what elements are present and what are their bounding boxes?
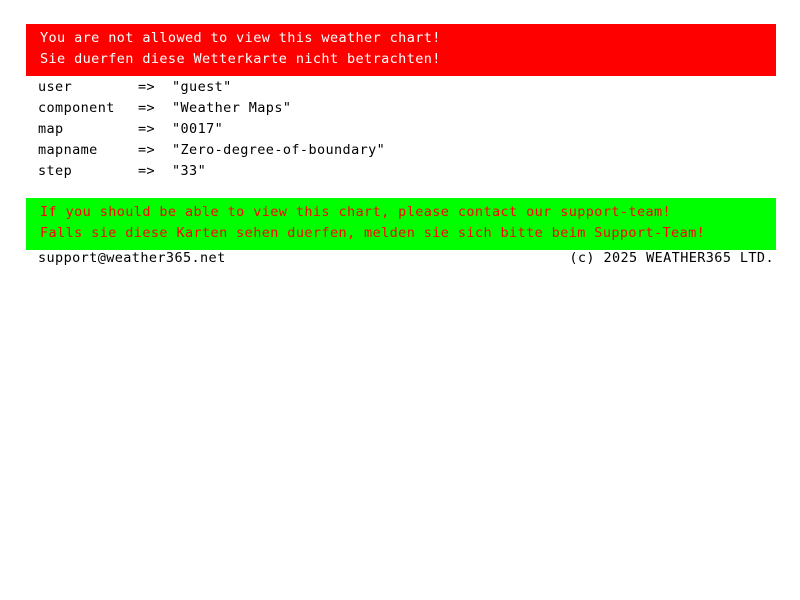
param-arrow-component: =>: [138, 100, 156, 116]
table-row: [38, 164, 385, 185]
param-arrow-mapname: =>: [138, 142, 156, 158]
access-denied-banner: [26, 24, 776, 76]
param-value-component: "Weather Maps": [172, 100, 292, 116]
param-value-step: "33": [172, 163, 207, 179]
table-row: [38, 80, 385, 101]
param-key-user: user: [38, 79, 73, 95]
page-footer: [38, 250, 774, 266]
parameter-table: [38, 80, 385, 185]
table-row: [38, 143, 385, 164]
param-value-mapname: "Zero-degree-of-boundary": [172, 142, 386, 158]
param-arrow-step: =>: [138, 163, 156, 179]
param-key-map: map: [38, 121, 64, 137]
support-email-link[interactable]: support@weather365.net: [38, 250, 226, 266]
param-arrow-map: =>: [138, 121, 156, 137]
access-denied-text-de: Sie duerfen diese Wetterkarte nicht betrachten!: [40, 51, 441, 67]
support-info-text-de: Falls sie diese Karten sehen duerfen, melden sie sich bitte beim Support-Team!: [40, 225, 706, 241]
table-row: [38, 101, 385, 122]
copyright-notice: (c) 2025 WEATHER365 LTD.: [569, 250, 774, 266]
param-value-map: "0017": [172, 121, 224, 137]
table-row: [38, 122, 385, 143]
param-key-mapname: mapname: [38, 142, 98, 158]
param-key-component: component: [38, 100, 115, 116]
support-info-banner: [26, 198, 776, 250]
access-denied-text-en: You are not allowed to view this weather chart!: [40, 30, 441, 46]
param-key-step: step: [38, 163, 73, 179]
support-info-text-en: If you should be able to view this chart, please contact our support-team!: [40, 204, 672, 220]
param-value-user: "guest": [172, 79, 232, 95]
param-arrow-user: =>: [138, 79, 156, 95]
